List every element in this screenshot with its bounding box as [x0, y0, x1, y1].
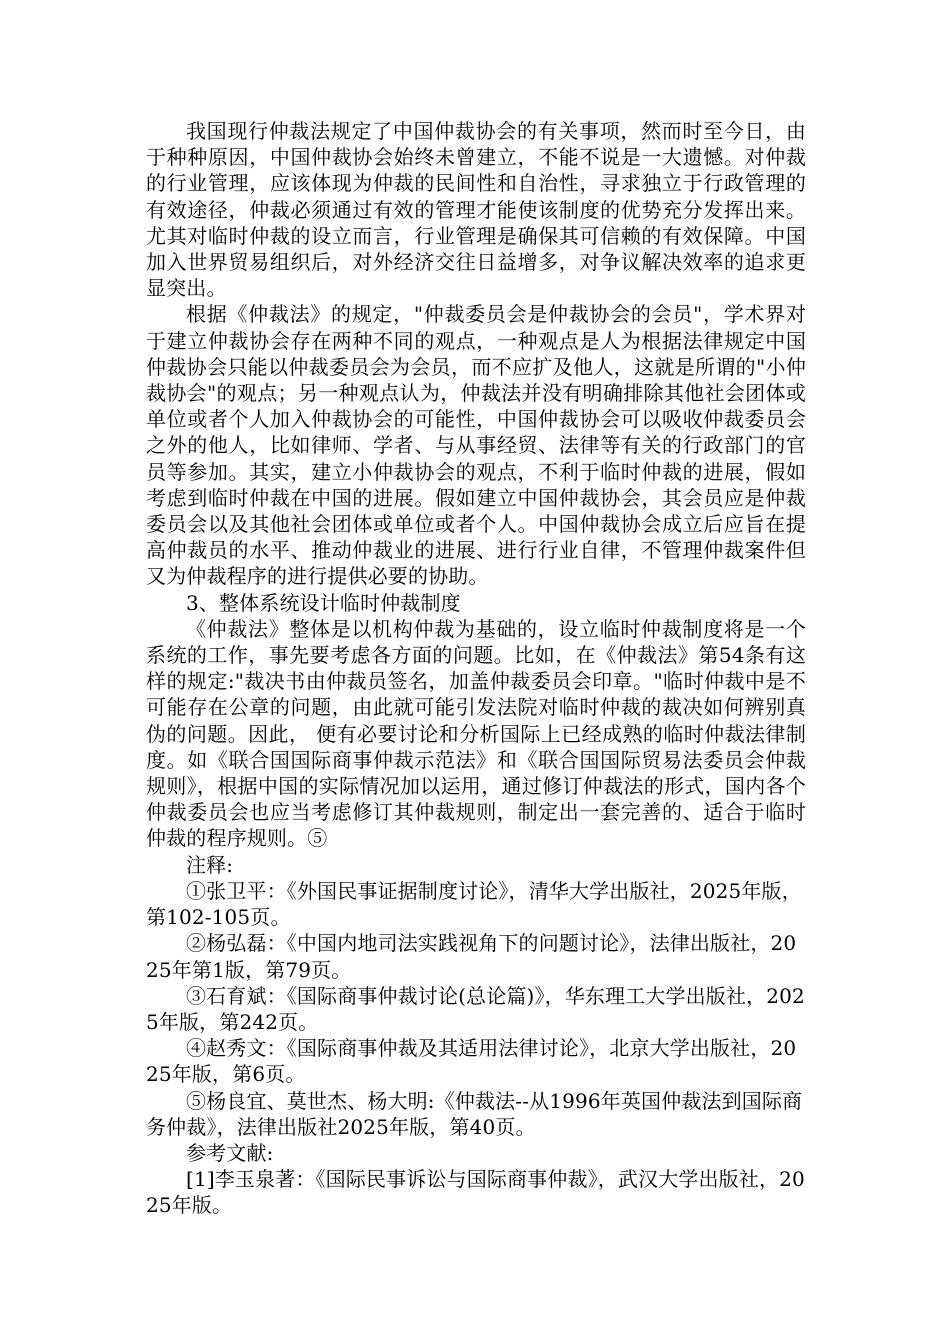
- notes-title: 注释:: [186, 852, 234, 877]
- reference-item-1: [1]李玉泉著：《国际民事诉讼与国际商事仲裁》，武汉大学出版社，2025年版。: [146, 1167, 805, 1218]
- note-item-5: ⑤杨良宜、莫世杰、杨大明:《仲裁法--从1996年英国仲裁法到国际商务仲裁》，法律出版社2025年版，第40页。: [146, 1088, 803, 1139]
- section-paragraph: 《仲裁法》整体是以机构仲裁为基础的，设立临时仲裁制度将是一个系统的工作，事先要考虑各方面的问题。比如，在《仲裁法》第54条有这样的规定:"裁决书由仲裁员签名，加盖仲裁委员会印章。"临时仲裁中是不可能存在公章的问题，由此就可能引发法院对临时仲裁的裁决如何辨别真伪的问题。因此， 便有必要讨论和分析国际上已经成熟的临时仲裁法律制度。如《联合国国际商事仲裁示范法》和《联合国国际贸易法委员会仲裁规则》，根据中国的实际情况加以运用，通过修订仲裁法的形式，国内各个仲裁委员会也应当考虑修订其仲裁规则，制定出一套完善的、适合于临时仲裁的程序规则。⑤: [146, 616, 806, 851]
- body-paragraph-2: 根据《仲裁法》的规定，"仲裁委员会是仲裁协会的会员"，学术界对于建立仲裁协会存在两种不同的观点，一种观点是人为根据法律规定中国仲裁协会只能以仲裁委员会为会员，而不应扩及他人，这就是所谓的"小仲裁协会"的观点；另一种观点认为，仲裁法并没有明确排除其他社会团体或单位或者个人加入仲裁协会的可能性，中国仲裁协会可以吸收仲裁委员会之外的他人，比如律师、学者、与从事经贸、法律等有关的行政部门的官员等参加。其实，建立小仲裁协会的观点，不利于临时仲裁的进展，假如考虑到临时仲裁在中国的进展。假如建立中国仲裁协会，其会员应是仲裁委员会以及其他社会团体或单位或者个人。中国仲裁协会成立后应旨在提高仲裁员的水平、推动仲裁业的进展、进行行业自律，不管理仲裁案件但又为仲裁程序的进行提供必要的协助。: [146, 302, 806, 589]
- section-heading: 3、整体系统设计临时仲裁制度: [186, 590, 461, 615]
- document-page: [146, 118, 806, 1219]
- note-item-3: ③石育斌：《国际商事仲裁讨论(总论篇)》，华东理工大学出版社，2025年版，第242页。: [146, 983, 805, 1034]
- note-item-4: ④赵秀文：《国际商事仲裁及其适用法律讨论》，北京大学出版社，2025年版，第6页。: [146, 1036, 797, 1087]
- references-title: 参考文献:: [186, 1140, 274, 1165]
- body-paragraph-1: 我国现行仲裁法规定了中国仲裁协会的有关事项，然而时至今日，由于种种原因，中国仲裁协会始终未曾建立，不能不说是一大遗憾。对仲裁的行业管理，应该体现为仲裁的民间性和自治性，寻求独立于行政管理的有效途径，仲裁必须通过有效的管理才能使该制度的优势充分发挥出来。尤其对临时仲裁的设立而言，行业管理是确保其可信赖的有效保障。中国加入世界贸易组织后，对外经济交往日益增多，对争议解决效率的追求更显突出。: [146, 119, 806, 301]
- note-item-1: ①张卫平：《外国民事证据制度讨论》，清华大学出版社，2025年版，第102-105页。: [146, 878, 802, 930]
- note-item-2: ②杨弘磊：《中国内地司法实践视角下的问题讨论》，法律出版社，2025年第1版，第79页。: [146, 931, 797, 982]
